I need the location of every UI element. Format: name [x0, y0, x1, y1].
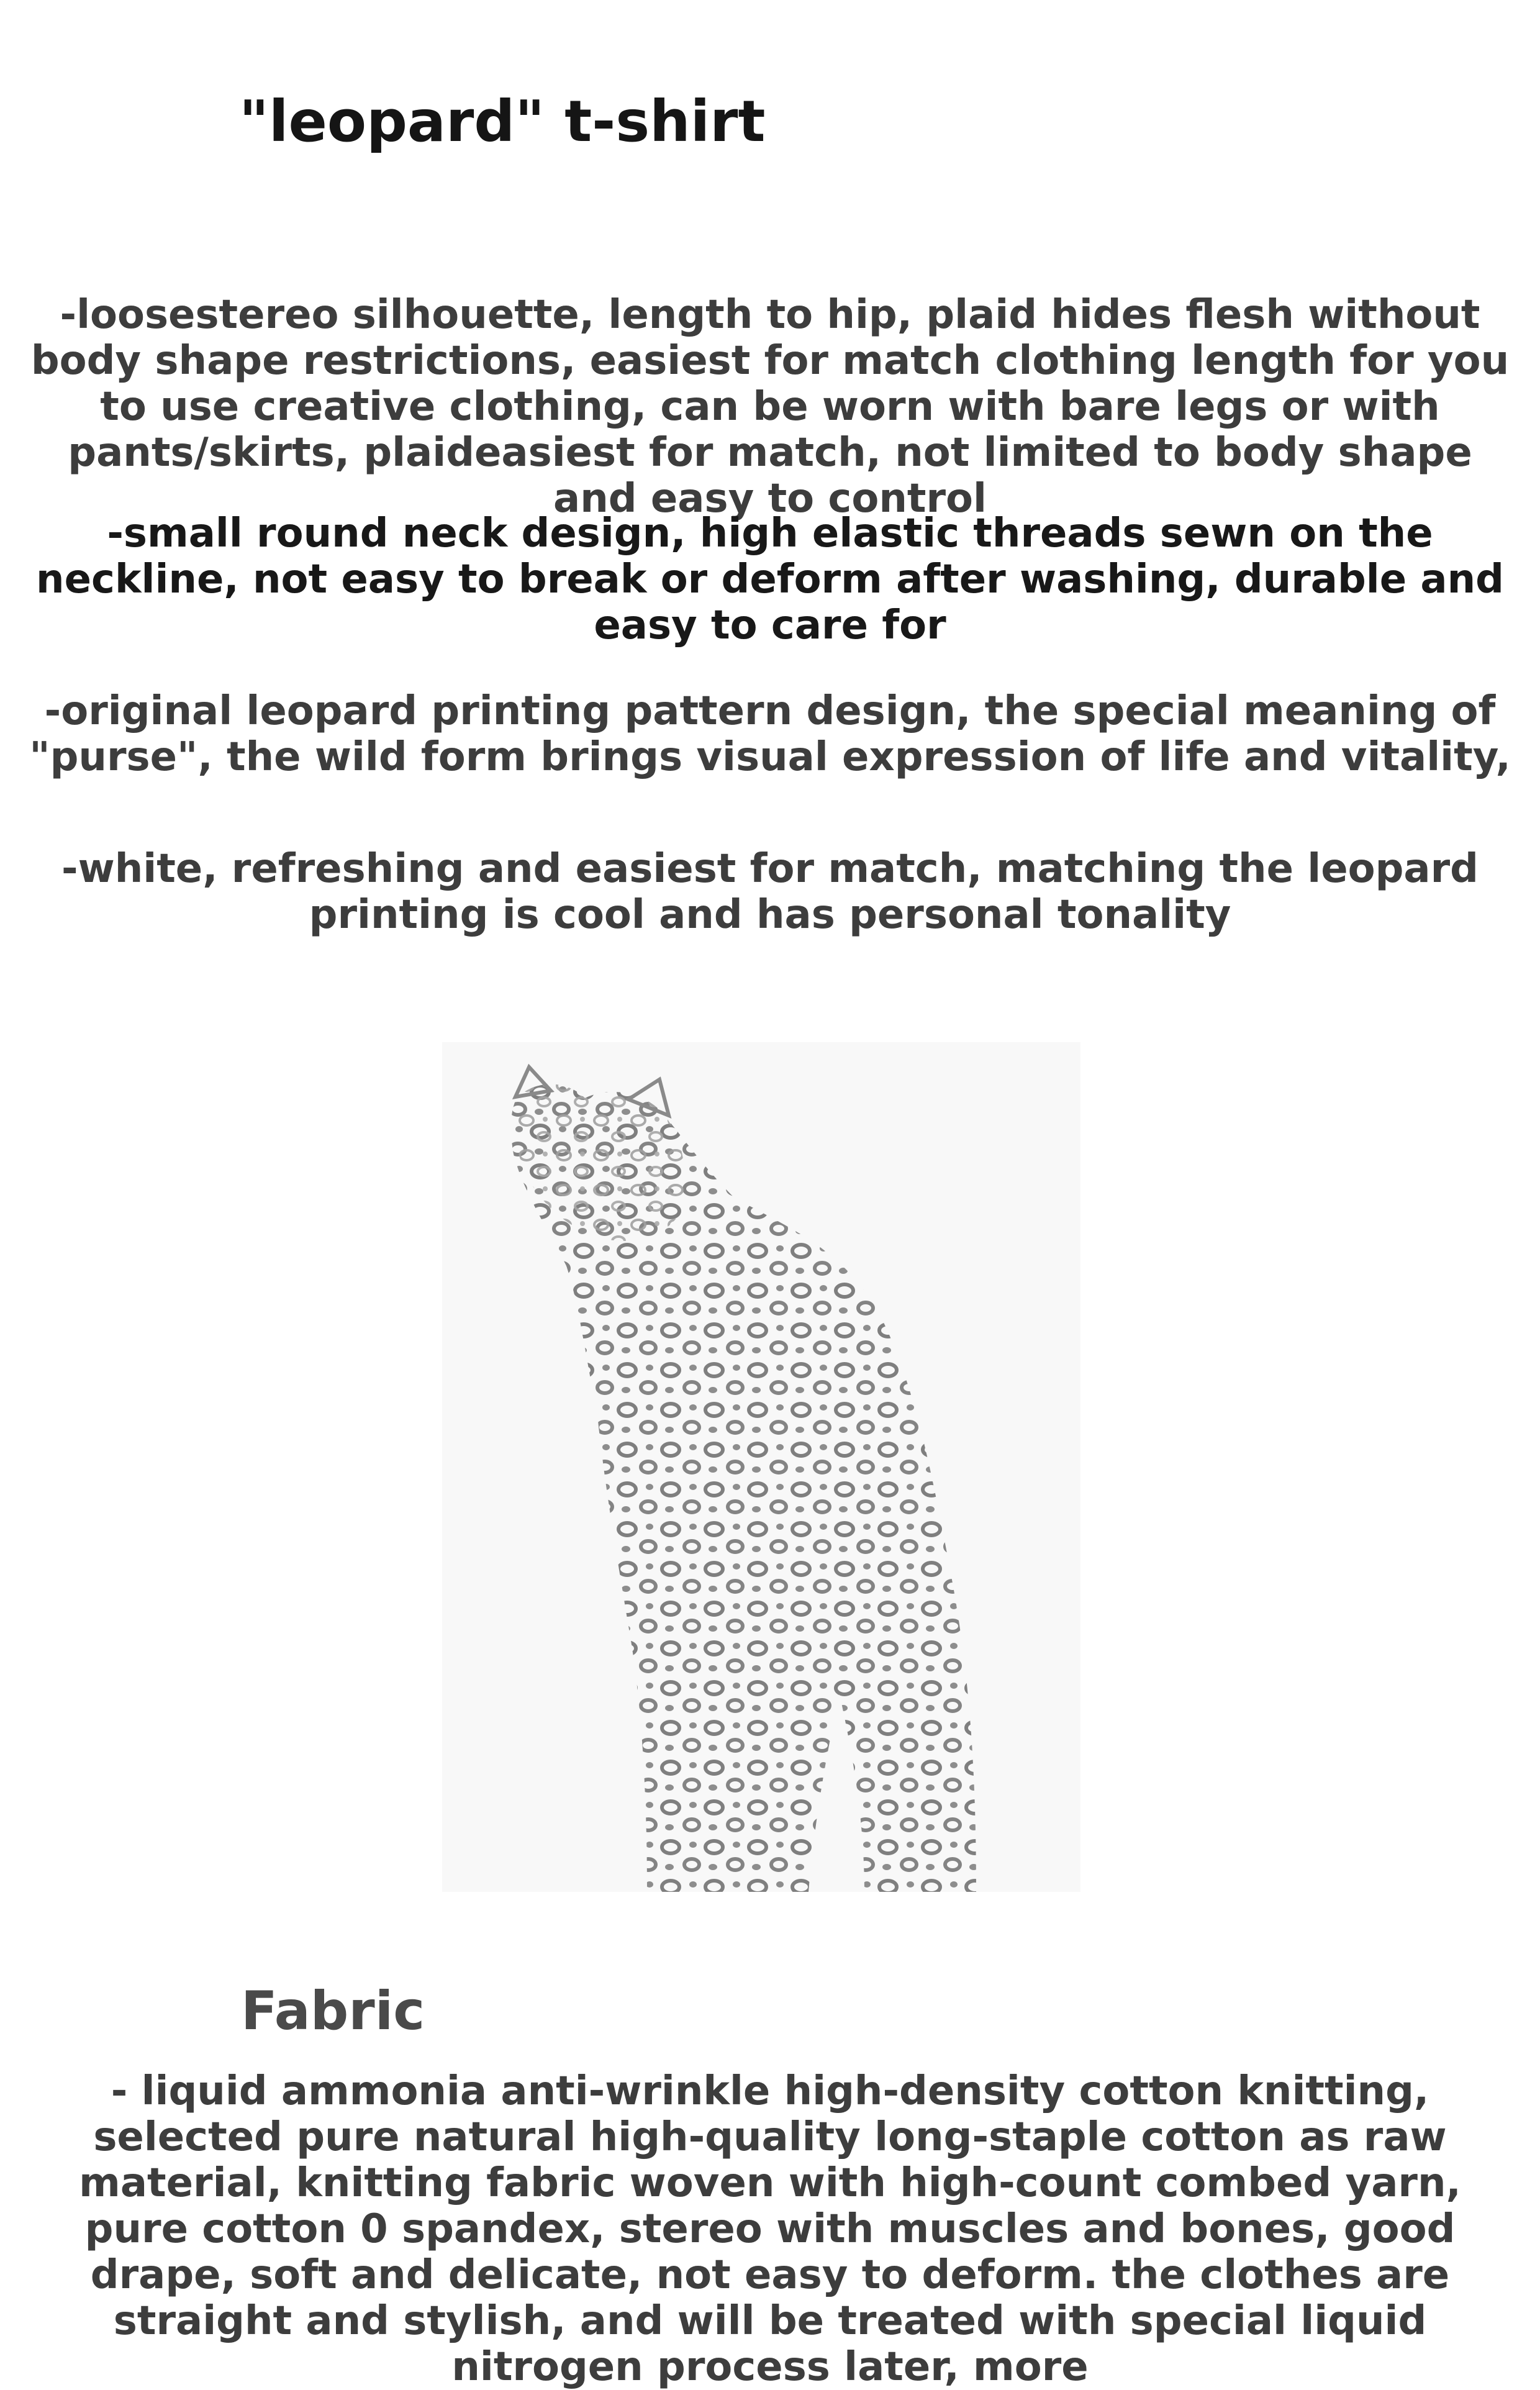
- feature-silhouette: -loosestereo silhouette, length to hip, plaid hides flesh without body shape restrictions, easiest for match clothing length for you to use creative clothing, can be worn with bare legs or with pants/skirts, plaideasiest for match, not limited to body shape and easy to control: [30, 292, 1510, 522]
- fabric-description: - liquid ammonia anti-wrinkle high-density cotton knitting, selected pure natural high-quality long-staple cotton as raw material, knitting fabric woven with high-count combed yarn, pure cotton 0 spandex, stereo with muscles and bones, good drape, soft and delicate, not easy to deform. the clothes are straight and stylish, and will be treated with special liquid nitrogen process later, more: [79, 2068, 1461, 2390]
- leopard-illustration: [442, 1042, 1080, 1892]
- product-title: "leopard" t-shirt: [239, 88, 766, 155]
- fabric-heading: Fabric: [241, 1980, 425, 2042]
- leopard-print-image: [442, 1042, 1080, 1892]
- feature-neckline: -small round neck design, high elastic threads sewn on the neckline, not easy to break or deform after washing, durable and easy to care for: [36, 511, 1504, 648]
- feature-color: -white, refreshing and easiest for match, matching the leopard printing is cool and has personal tonality: [61, 846, 1479, 938]
- feature-print-design: -original leopard printing pattern design, the special meaning of "purse", the wild form brings visual expression of life and vitality,: [29, 688, 1511, 780]
